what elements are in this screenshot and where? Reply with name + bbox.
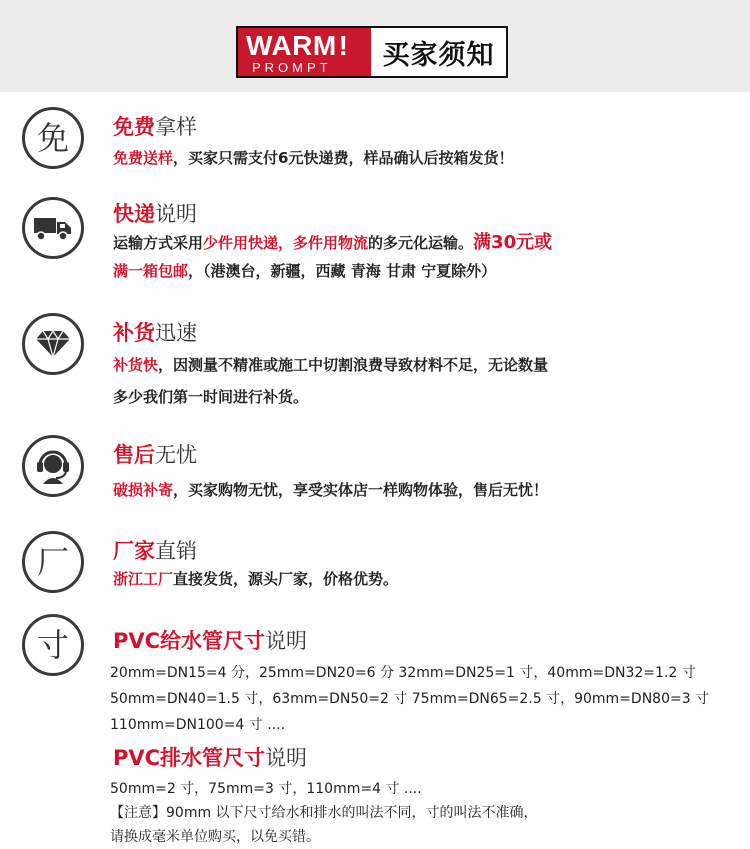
truck-icon [22, 197, 84, 259]
free-sample-title-dark: 拿样 [155, 115, 197, 139]
pvc-drain-title [113, 745, 307, 771]
free-icon [22, 107, 84, 169]
restock-title-dark: 迅速 [155, 321, 197, 345]
factory-highlight: 浙江工厂 [113, 570, 174, 588]
pvc-drain-note-1: 【注意】90mm 以下尺寸给水和排水的叫法不同，寸的叫法不准确， [110, 805, 538, 821]
delivery-line-2 [113, 261, 496, 281]
after-sale-highlight: 破损补寄 [113, 481, 174, 499]
delivery-line-1 [113, 233, 552, 253]
pvc-drain-title-dark: 说明 [265, 746, 308, 770]
delivery-text-b: 的多元化运输。 [368, 234, 474, 252]
free-sample-text: ，买家只需支付6元快递费，样品确认后按箱发货！ [173, 149, 514, 167]
free-sample-line-1 [113, 148, 513, 168]
factory-icon [22, 531, 84, 593]
diamond-icon-svg [35, 330, 71, 358]
delivery-title-dark: 说明 [155, 202, 197, 226]
restock-line-2: 多少我们第一时间进行补货。 [113, 388, 309, 406]
free-icon-char: 免 [36, 119, 69, 157]
pvc-water-spec-3: 110mm=DN100=4 寸 .... [110, 717, 286, 733]
badge-prompt-text: PROMPT [252, 60, 332, 75]
badge-warm-wrap [246, 30, 348, 62]
pvc-water-title-dark: 说明 [265, 629, 308, 653]
free-sample-title [113, 114, 197, 140]
restock-text: ，因测量不精准或施工中切割浪费导致材料不足，无论数量 [158, 356, 549, 374]
pvc-water-spec-1: 20mm=DN15=4 分，25mm=DN20=6 分 32mm=DN25=1 寸，40mm=DN32=1.2 寸 [110, 665, 696, 681]
free-sample-title-red: 免费 [113, 115, 155, 139]
page-title: 买家须知 [382, 39, 495, 71]
after-sale-title-red: 售后 [113, 443, 155, 467]
restock-title [113, 320, 197, 346]
header-banner [0, 0, 750, 92]
pvc-water-spec-2: 50mm=DN40=1.5 寸，63mm=DN50=2 寸 75mm=DN65=2.5 寸，90mm=DN80=3 寸 [110, 691, 710, 707]
factory-title-dark: 直销 [155, 539, 197, 563]
after-sale-title [113, 442, 197, 468]
restock-highlight: 补货快 [113, 356, 159, 374]
pvc-water-title-red: PVC给水管尺寸 [113, 629, 266, 653]
factory-text: 直接发货，源头厂家，价格优势。 [173, 570, 399, 588]
delivery-text-a: 运输方式采用 [113, 234, 204, 252]
truck-icon-svg [34, 215, 72, 241]
headset-icon [22, 435, 84, 497]
delivery-free-shipping: 满一箱包邮 [113, 262, 189, 280]
delivery-highlight: 少件用快递，多件用物流 [203, 234, 369, 252]
after-sale-line-1 [113, 480, 548, 500]
warm-prompt-badge [236, 26, 508, 78]
after-sale-text: ，买家购物无忧，享受实体店一样购物体验，售后无忧！ [173, 481, 549, 499]
restock-title-red: 补货 [113, 321, 155, 345]
badge-exclamation: ! [338, 30, 349, 61]
factory-line-1 [113, 569, 398, 589]
inch-icon [22, 614, 84, 676]
badge-red-block [238, 28, 371, 76]
factory-icon-char: 厂 [36, 543, 69, 581]
after-sale-title-dark: 无忧 [155, 443, 197, 467]
restock-line-1 [113, 355, 548, 375]
delivery-title-red: 快递 [113, 202, 155, 226]
delivery-exclusions: ，（港澳台，新疆，西藏 青海 甘肃 宁夏除外） [188, 262, 497, 280]
factory-title-red: 厂家 [113, 539, 155, 563]
delivery-free-shipping-threshold: 满30元或 [473, 232, 553, 253]
pvc-drain-title-red: PVC排水管尺寸 [113, 746, 266, 770]
delivery-title [113, 201, 197, 227]
factory-title [113, 538, 197, 564]
inch-icon-char: 寸 [36, 626, 69, 664]
diamond-icon [22, 313, 84, 375]
pvc-water-title [113, 628, 307, 654]
free-sample-highlight: 免费送样 [113, 149, 174, 167]
pvc-drain-spec-1: 50mm=2 寸，75mm=3 寸，110mm=4 寸 .... [110, 781, 422, 797]
pvc-drain-note-2: 请换成毫米单位购买，以免买错。 [110, 829, 320, 845]
headset-icon-svg [34, 447, 72, 485]
badge-warm-text: WARM [246, 30, 337, 61]
